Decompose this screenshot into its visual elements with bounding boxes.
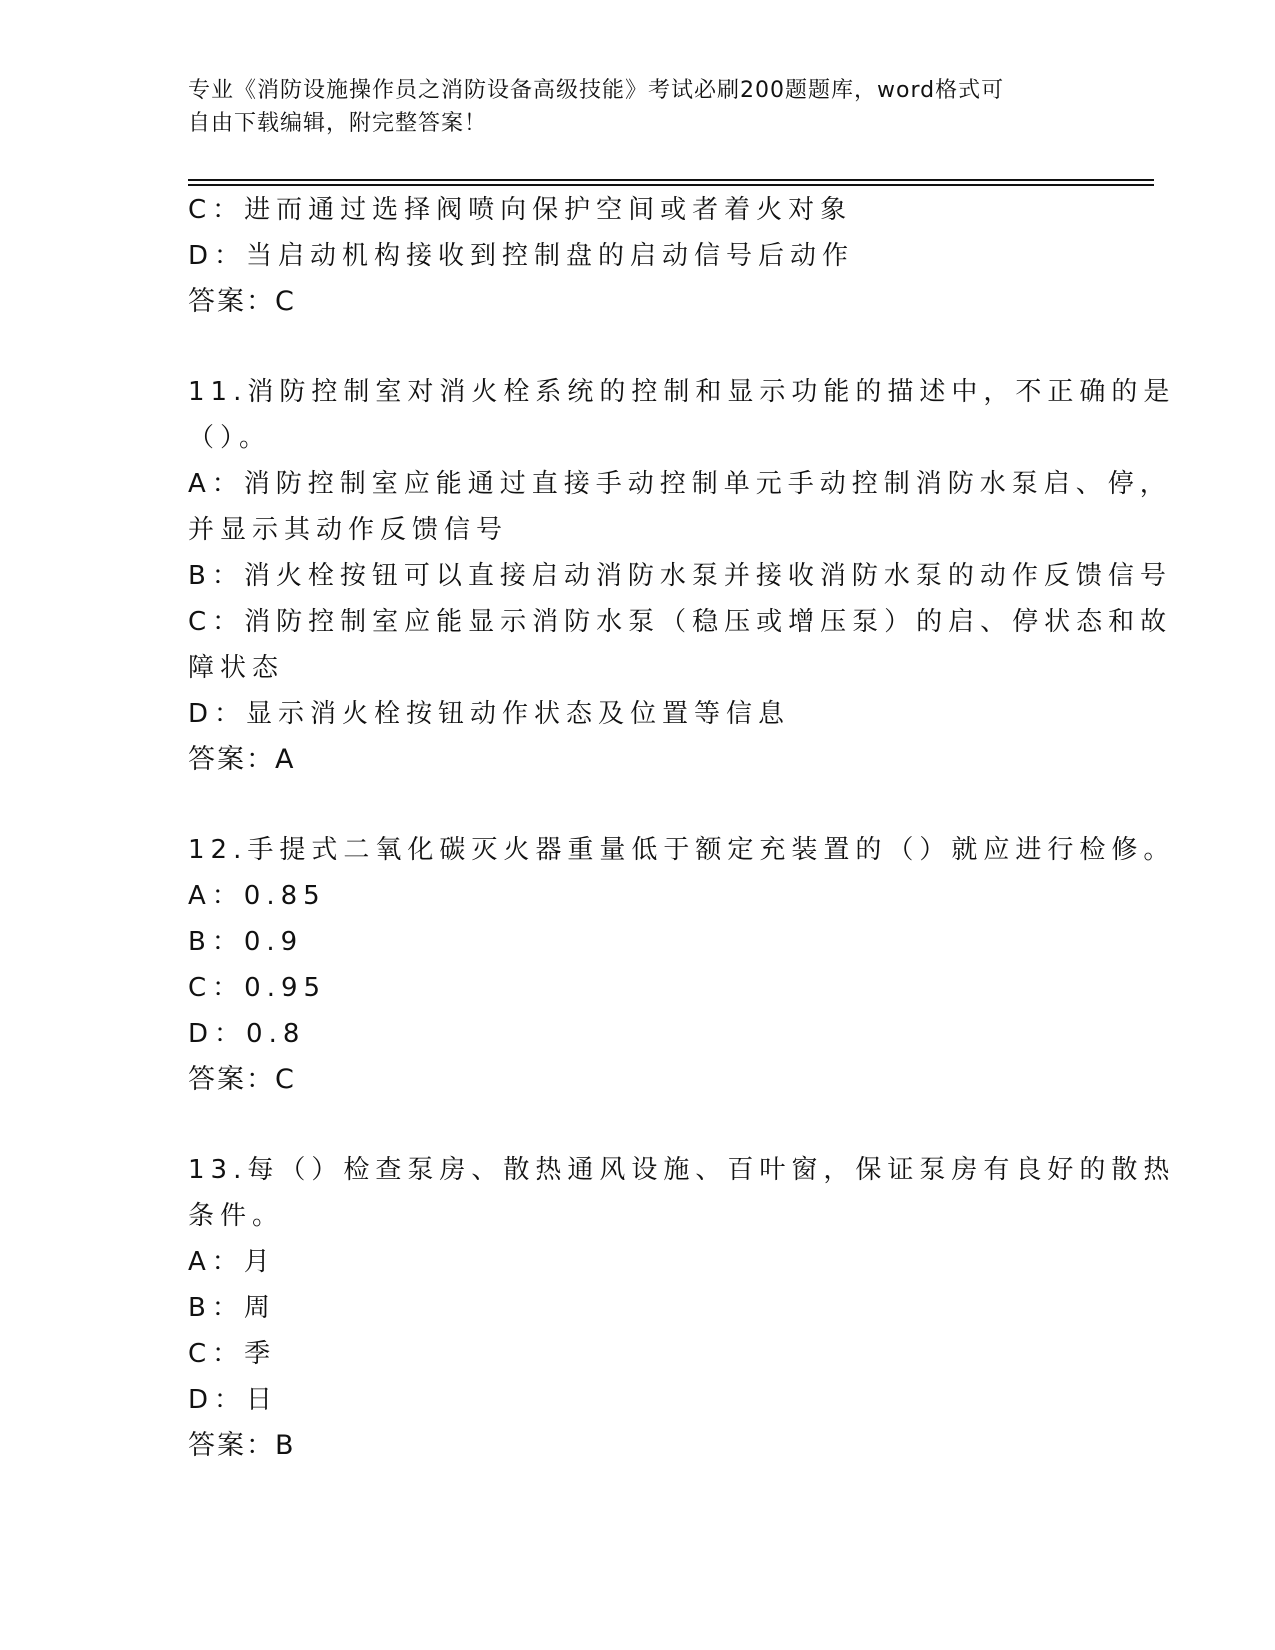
answer-line: 答案：C (188, 1064, 296, 1095)
option-c: C：0.95 (188, 973, 327, 1003)
question-11 (188, 369, 1176, 783)
question-stem: 11.消防控制室对消火栓系统的控制和显示功能的描述中，不正确的是 (188, 377, 1176, 407)
option-c: C：消防控制室应能显示消防水泵（稳压或增压泵）的启、停状态和故 (188, 607, 1173, 637)
question-list (188, 187, 1176, 1469)
header-line-2: 自由下载编辑，附完整答案！ (188, 111, 488, 136)
header-divider-bottom (188, 184, 1154, 186)
question-stem: 13.每（）检查泵房、散热通风设施、百叶窗，保证泵房有良好的散热 (188, 1155, 1176, 1185)
header-divider-top (188, 179, 1154, 181)
option-a: A：0.85 (188, 881, 326, 911)
option-d: D：日 (188, 1385, 279, 1415)
answer-line: 答案：A (188, 744, 296, 775)
spacer (188, 783, 1078, 827)
question-12 (188, 827, 1176, 1103)
option-d: D：显示消火栓按钮动作状态及位置等信息 (188, 699, 791, 729)
option-c-continued: 障状态 (188, 653, 285, 683)
question-stem-continued: （）。 (188, 423, 272, 453)
question-stem-continued: 条件。 (188, 1201, 285, 1231)
option-d: D：当启动机构接收到控制盘的启动信号后动作 (188, 241, 855, 271)
option-b: B：消火栓按钮可以直接启动消防水泵并接收消防水泵的动作反馈信号 (188, 561, 1172, 591)
option-c: C：进而通过选择阀喷向保护空间或者着火对象 (188, 195, 853, 225)
answer-line: 答案：B (188, 1430, 296, 1461)
question-10 (188, 187, 1078, 325)
question-stem: 12.手提式二氧化碳灭火器重量低于额定充装置的（）就应进行检修。 (188, 835, 1176, 865)
option-b: B：周 (188, 1293, 276, 1323)
option-c: C：季 (188, 1339, 277, 1369)
spacer (188, 325, 1078, 369)
option-a: A：月 (188, 1247, 276, 1277)
question-13 (188, 1147, 1176, 1469)
option-b: B：0.9 (188, 927, 304, 957)
header-line-1: 专业《消防设施操作员之消防设备高级技能》考试必刷200题题库，word格式可 (188, 78, 1005, 103)
spacer (188, 1103, 1078, 1147)
option-a: A：消防控制室应能通过直接手动控制单元手动控制消防水泵启、停， (188, 469, 1172, 499)
option-a-continued: 并显示其动作反馈信号 (188, 515, 509, 545)
answer-line: 答案：C (188, 286, 296, 317)
document-header (188, 74, 1068, 140)
option-d: D：0.8 (188, 1019, 306, 1049)
